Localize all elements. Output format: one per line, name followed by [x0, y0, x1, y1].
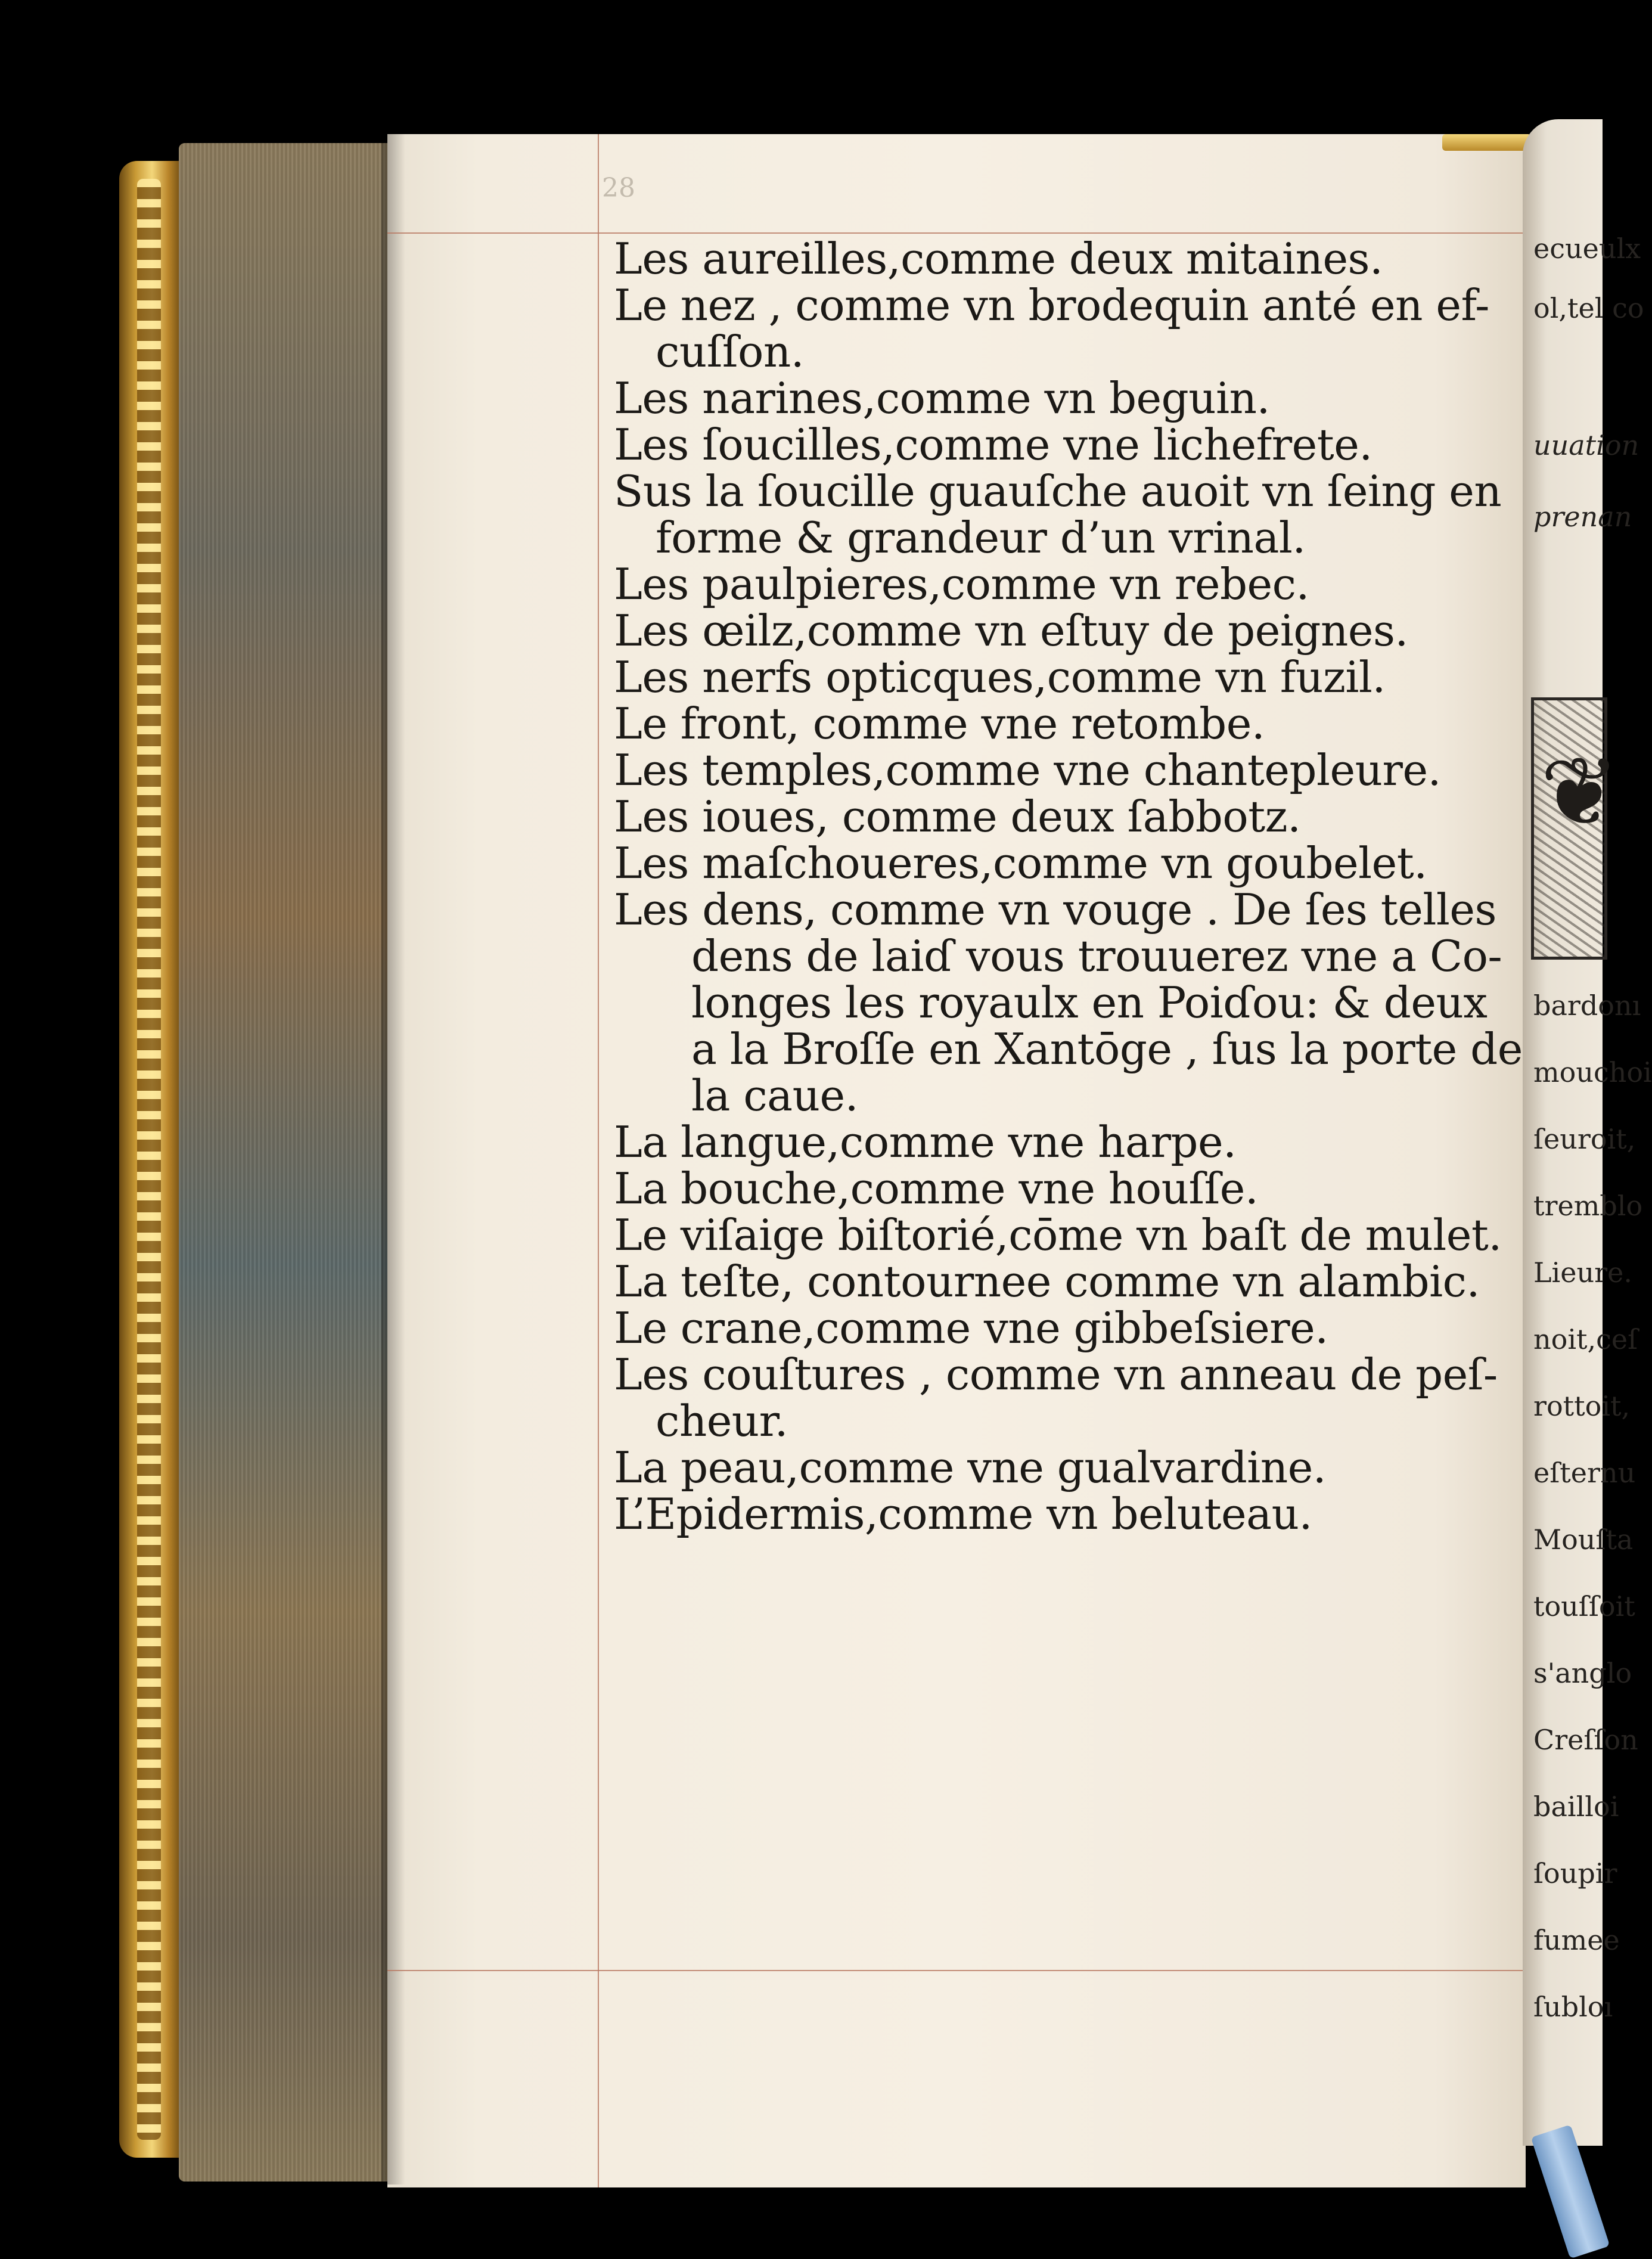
page-number: 28 [602, 173, 635, 203]
facing-page-fragment: bailloi [1533, 1791, 1619, 1823]
facing-page-fragment: rottoit, [1533, 1390, 1631, 1422]
facing-page-fragment: fumee [1533, 1924, 1620, 1956]
facing-page-fragment: bardonı [1533, 989, 1641, 1022]
page-gutter-shadow [381, 134, 405, 2184]
decorated-initial-ornament [1531, 697, 1620, 960]
text-line: Les paulpieres,comme vn rebec. [614, 559, 1309, 609]
facing-page-fragment: touſſoit [1533, 1590, 1635, 1622]
ornament-glyph-icon: ❦ [1540, 736, 1620, 848]
text-line: La bouche,comme vne houſſe. [614, 1163, 1259, 1214]
facing-page-fragment: noit,ceſ [1533, 1323, 1638, 1355]
text-line: la caue. [691, 1070, 858, 1121]
facing-page-fragment: uuation [1533, 429, 1639, 461]
text-line: L’Epidermis,comme vn beluteau. [614, 1489, 1312, 1539]
text-line: Le front, comme vne retombe. [614, 699, 1265, 749]
facing-page-fragment: ol,tel co [1533, 292, 1644, 324]
text-line: Les dens, comme vn vouge . De ſes telles [614, 885, 1496, 935]
facing-page-fragment: ecueulx [1533, 232, 1641, 265]
text-line: Les couſtures , comme vn anneau de peſ- [614, 1349, 1498, 1400]
text-line: Les ſoucilles,comme vne lichefrete. [614, 420, 1372, 470]
text-line: Les ioues, comme deux ſabbotz. [614, 792, 1301, 842]
text-line: Les aureilles,comme deux mitaines. [614, 234, 1383, 284]
page-text-block [614, 235, 1526, 1537]
text-line: Les temples,comme vne chantepleure. [614, 745, 1441, 795]
facing-page-fragment: eſternu [1533, 1457, 1636, 1489]
text-line: Les nerfs opticques,comme vn fuzil. [614, 652, 1386, 702]
text-line: La langue,comme vne harpe. [614, 1117, 1237, 1167]
facing-page-fragment: s'anglo [1533, 1657, 1632, 1689]
facing-page-fragment: tremblo [1533, 1190, 1643, 1222]
facing-page-fragment: prenan [1533, 501, 1632, 533]
text-line: Les maſchoueres,comme vn goubelet. [614, 838, 1427, 888]
text-line: cuſſon. [656, 327, 805, 377]
text-line: a la Broſſe en Xantōge , ſus la porte de [691, 1024, 1523, 1074]
facing-page-fragment: ſeuroit, [1533, 1123, 1636, 1155]
facing-page-fragment: Creſſon [1533, 1724, 1638, 1756]
facing-page-fragment: ſoupir [1533, 1857, 1617, 1889]
text-line: Le nez , comme vn brodequin anté en ef- [614, 280, 1489, 330]
facing-page-fragment: Mouſta [1533, 1523, 1634, 1556]
text-line: Les narines,comme vn beguin. [614, 373, 1270, 423]
facing-page-fragment: ſubloı [1533, 1991, 1613, 2023]
text-line: Le crane,comme vne gibbeſsiere. [614, 1303, 1328, 1353]
text-line: La teſte, contournee comme vn alambic. [614, 1256, 1480, 1307]
facing-page-fragment: mouchoi [1533, 1056, 1652, 1088]
gilt-top-edge [1442, 134, 1532, 151]
text-line: forme & grandeur d’un vrinal. [656, 513, 1306, 563]
facing-page [1523, 119, 1652, 2146]
marbled-page-edge [179, 143, 399, 2182]
text-line: Le viſaige biſtorié,cōme vn baſt de mulet. [614, 1210, 1502, 1260]
text-line: longes les royaulx en Poiɗou: & deux [691, 978, 1488, 1028]
text-line: Les œilz,comme vn eſtuy de peignes. [614, 606, 1408, 656]
left-margin-rule [598, 134, 599, 2187]
text-line: La peau,comme vne gualvardine. [614, 1442, 1327, 1492]
text-line: dens de laiɗ vous trouuerez vne a Co- [691, 931, 1502, 981]
bottom-rule-line [387, 1970, 1526, 1971]
text-line: cheur. [656, 1396, 788, 1446]
gilt-tooling-border [137, 179, 161, 2140]
text-line: Sus la ſoucille guauſche auoit vn ſeing en [614, 466, 1502, 516]
facing-page-fragment: Lieure. [1533, 1256, 1632, 1289]
